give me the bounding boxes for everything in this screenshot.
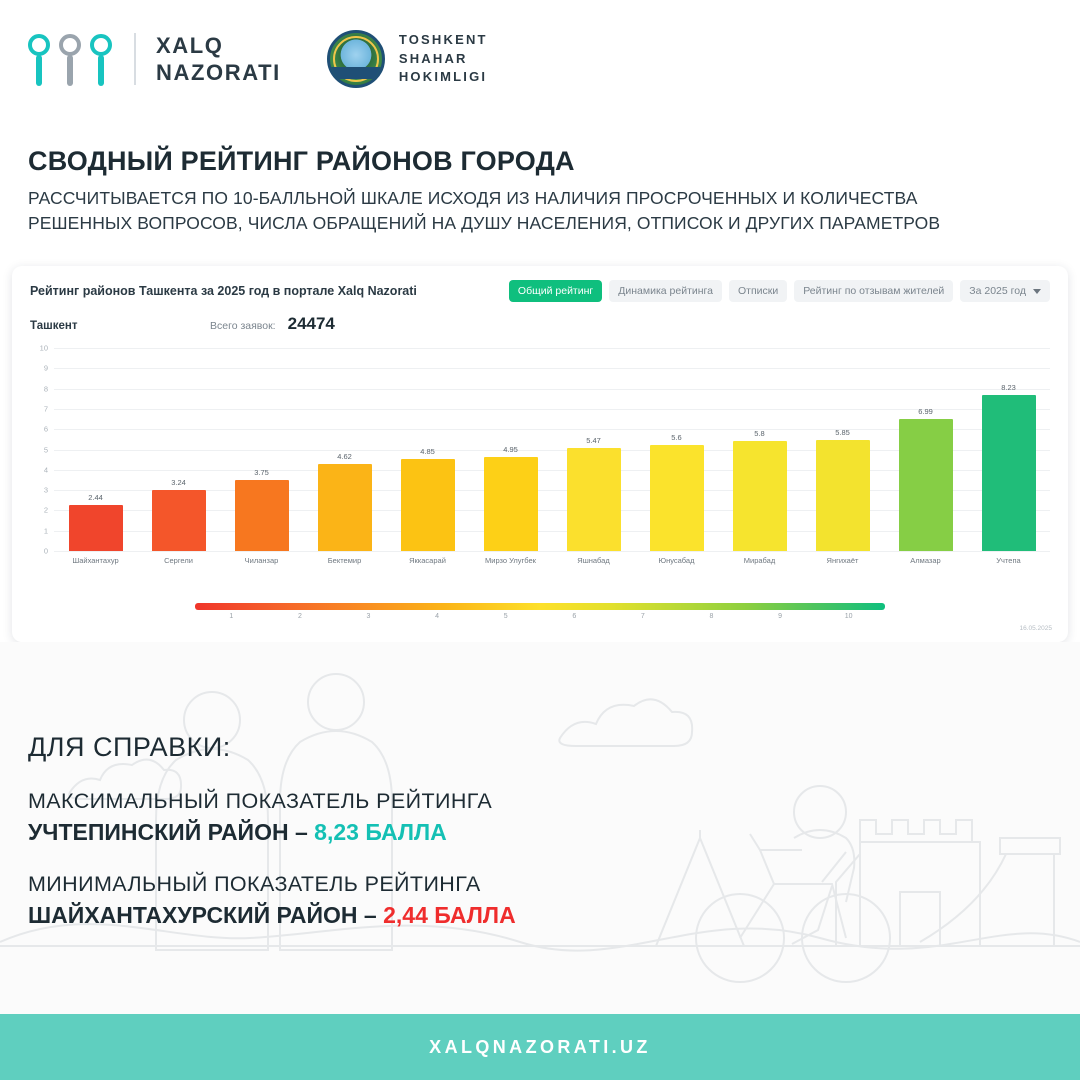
color-scale-tick: 4 xyxy=(435,613,440,620)
period-select[interactable] xyxy=(960,280,1050,302)
x-axis-label: Янгихаёт xyxy=(826,556,859,565)
color-scale-tick: 2 xyxy=(297,613,302,620)
bar-chart-plot xyxy=(30,343,1050,573)
city-label: Ташкент xyxy=(30,320,78,332)
chart-date-stamp: 16.05.2025 xyxy=(1019,625,1052,632)
bar-column[interactable] xyxy=(884,348,967,551)
bar-column[interactable] xyxy=(967,348,1050,551)
bar[interactable] xyxy=(235,480,289,551)
page-subtitle-line1: РАССЧИТЫВАЕТСЯ ПО 10-БАЛЛЬНОЙ ШКАЛЕ ИСХОДЯ ИЗ НАЛИЧИЯ ПРОСРОЧЕННЫХ И КОЛИЧЕСТВА xyxy=(28,188,918,208)
y-axis-tick: 5 xyxy=(43,445,48,454)
reference-min-dash: – xyxy=(357,902,384,928)
bar[interactable] xyxy=(733,441,787,551)
chevron-down-icon xyxy=(1033,289,1041,294)
tashkent-emblem-icon xyxy=(327,30,385,88)
reference-block xyxy=(28,732,748,929)
tab-rating-dynamics[interactable]: Динамика рейтинга xyxy=(609,280,722,302)
y-axis-tick: 2 xyxy=(43,505,48,515)
bar[interactable] xyxy=(152,490,206,551)
y-axis-tick: 3 xyxy=(43,485,48,495)
y-axis-tick: 6 xyxy=(43,424,48,434)
bar[interactable] xyxy=(650,445,704,551)
bar-value-label: 3.24 xyxy=(171,477,186,487)
reference-min-district: ШАЙХАНТАХУРСКИЙ РАЙОН xyxy=(28,902,358,928)
bar-column[interactable] xyxy=(469,348,552,551)
tab-unsubscribes[interactable]: Отписки xyxy=(729,280,787,302)
hokimlik-name xyxy=(399,31,488,88)
x-axis-label: Яккасарай xyxy=(409,556,446,565)
reference-max-district: УЧТЕПИНСКИЙ РАЙОН xyxy=(28,819,289,845)
bar[interactable] xyxy=(484,457,538,551)
bar-column[interactable] xyxy=(137,348,220,551)
reference-max-label: МАКСИМАЛЬНЫЙ ПОКАЗАТЕЛЬ РЕЙТИНГА xyxy=(28,789,493,813)
bar-column[interactable] xyxy=(801,348,884,551)
hokimlik-emblem-block xyxy=(327,30,488,88)
logo-divider xyxy=(134,33,136,85)
bar-column[interactable] xyxy=(718,348,801,551)
color-scale-tick: 6 xyxy=(572,613,577,620)
bar-column[interactable] xyxy=(635,348,718,551)
x-axis-label: Бектемир xyxy=(327,556,362,565)
bar[interactable] xyxy=(816,440,870,551)
bar-column[interactable] xyxy=(220,348,303,551)
color-scale-tick: 10 xyxy=(844,613,853,620)
x-axis-label: Юнусабад xyxy=(658,556,695,565)
total-requests-label: Всего заявок: xyxy=(210,320,276,332)
bar[interactable] xyxy=(401,459,455,551)
reference-min-detail xyxy=(28,902,748,929)
bar[interactable] xyxy=(567,448,621,551)
bar-value-label: 5.85 xyxy=(835,428,850,438)
color-scale-tick: 9 xyxy=(778,613,782,620)
bar-value-label: 3.75 xyxy=(254,468,269,478)
bar-series xyxy=(54,348,1050,551)
bar-value-label: 6.99 xyxy=(918,406,933,416)
page-subtitle-line2: РЕШЕННЫХ ВОПРОСОВ, ЧИСЛА ОБРАЩЕНИЙ НА ДУШУ НАСЕЛЕНИЯ, ОТПИСОК И ДРУГИХ ПАРАМЕТРОВ xyxy=(28,212,941,233)
bar-value-label: 5.6 xyxy=(671,433,682,443)
brand-name-line1: XALQ xyxy=(156,32,224,58)
hokimlik-line3: HOKIMLIGI xyxy=(398,69,488,85)
color-scale-ticks xyxy=(195,613,885,620)
footer-bar xyxy=(0,1014,1080,1080)
x-axis-label: Яшнабад xyxy=(577,556,610,565)
card-toolbar xyxy=(12,266,1068,302)
y-axis-tick: 7 xyxy=(43,404,48,414)
y-axis-tick: 10 xyxy=(39,343,48,353)
y-axis-tick: 9 xyxy=(43,363,48,373)
bar-value-label: 5.8 xyxy=(754,429,765,439)
y-axis-tick: 1 xyxy=(43,526,48,536)
hokimlik-line1: TOSHKENT xyxy=(398,31,488,47)
bar-column[interactable] xyxy=(386,348,469,551)
color-scale-legend xyxy=(195,603,885,620)
bar-value-label: 4.85 xyxy=(420,447,435,457)
color-scale-tick: 8 xyxy=(709,613,714,620)
bar-column[interactable] xyxy=(54,348,137,551)
x-axis-label: Алмазар xyxy=(910,556,941,565)
reference-min-row xyxy=(28,872,748,929)
rating-chart-card xyxy=(12,266,1068,642)
bar-column[interactable] xyxy=(303,348,386,551)
color-scale-tick: 5 xyxy=(503,613,508,620)
card-title: Рейтинг районов Ташкента за 2025 год в портале Xalq Nazorati xyxy=(30,284,417,298)
xalq-nazorati-logo-icon xyxy=(28,32,112,86)
brand-name-line2: NAZORATI xyxy=(156,60,281,85)
color-scale-tick: 7 xyxy=(640,613,645,620)
reference-max-detail xyxy=(28,819,748,846)
bar[interactable] xyxy=(69,505,123,551)
card-tabs xyxy=(509,280,1050,302)
color-scale-tick: 3 xyxy=(366,613,371,620)
title-block xyxy=(28,146,1048,236)
bar-value-label: 4.62 xyxy=(337,451,352,461)
tab-overall-rating[interactable]: Общий рейтинг xyxy=(509,280,602,302)
total-requests-value: 24474 xyxy=(287,314,335,333)
card-summary xyxy=(12,302,1068,334)
page-title: СВОДНЫЙ РЕЙТИНГ РАЙОНОВ ГОРОДА xyxy=(28,146,575,176)
bar[interactable] xyxy=(982,395,1036,551)
y-axis-tick: 4 xyxy=(43,465,48,475)
x-axis-label: Чиланзар xyxy=(244,556,279,565)
reference-heading: ДЛЯ СПРАВКИ: xyxy=(28,732,231,762)
page-subtitle xyxy=(28,186,1048,236)
bar-value-label: 8.23 xyxy=(1001,383,1016,393)
color-scale-tick: 1 xyxy=(229,613,234,620)
reference-min-value: 2,44 БАЛЛА xyxy=(383,902,516,928)
x-axis-label: Мирзо Улугбек xyxy=(485,556,536,565)
color-scale-gradient xyxy=(195,603,885,610)
brand-name xyxy=(156,32,281,87)
x-axis-label: Шайхантахур xyxy=(72,556,119,565)
reference-min-label: МИНИМАЛЬНЫЙ ПОКАЗАТЕЛЬ РЕЙТИНГА xyxy=(28,872,481,896)
y-axis-tick: 0 xyxy=(43,546,48,556)
reference-max-dash: – xyxy=(288,819,315,845)
reference-max-row xyxy=(28,789,748,846)
period-select-value: За 2025 год xyxy=(969,285,1026,297)
bar[interactable] xyxy=(318,464,372,551)
x-axis-label: Мирабад xyxy=(743,556,776,565)
y-axis xyxy=(30,343,52,556)
reference-max-value: 8,23 БАЛЛА xyxy=(314,819,447,845)
x-axis-label: Сергели xyxy=(164,556,193,565)
y-axis-tick: 8 xyxy=(43,384,48,394)
bar-value-label: 5.47 xyxy=(586,435,601,445)
x-axis-labels xyxy=(54,551,1050,573)
tab-resident-reviews-rating[interactable]: Рейтинг по отзывам жителей xyxy=(794,280,953,302)
bar[interactable] xyxy=(899,419,953,551)
x-axis-label: Учтепа xyxy=(996,556,1021,565)
page-header xyxy=(0,0,1080,118)
hokimlik-line2: SHAHAR xyxy=(398,50,468,66)
bar-value-label: 4.95 xyxy=(503,445,518,455)
bar-column[interactable] xyxy=(552,348,635,551)
footer-site-url: XALQNAZORATI.UZ xyxy=(429,1036,651,1057)
bar-value-label: 2.44 xyxy=(88,492,103,502)
